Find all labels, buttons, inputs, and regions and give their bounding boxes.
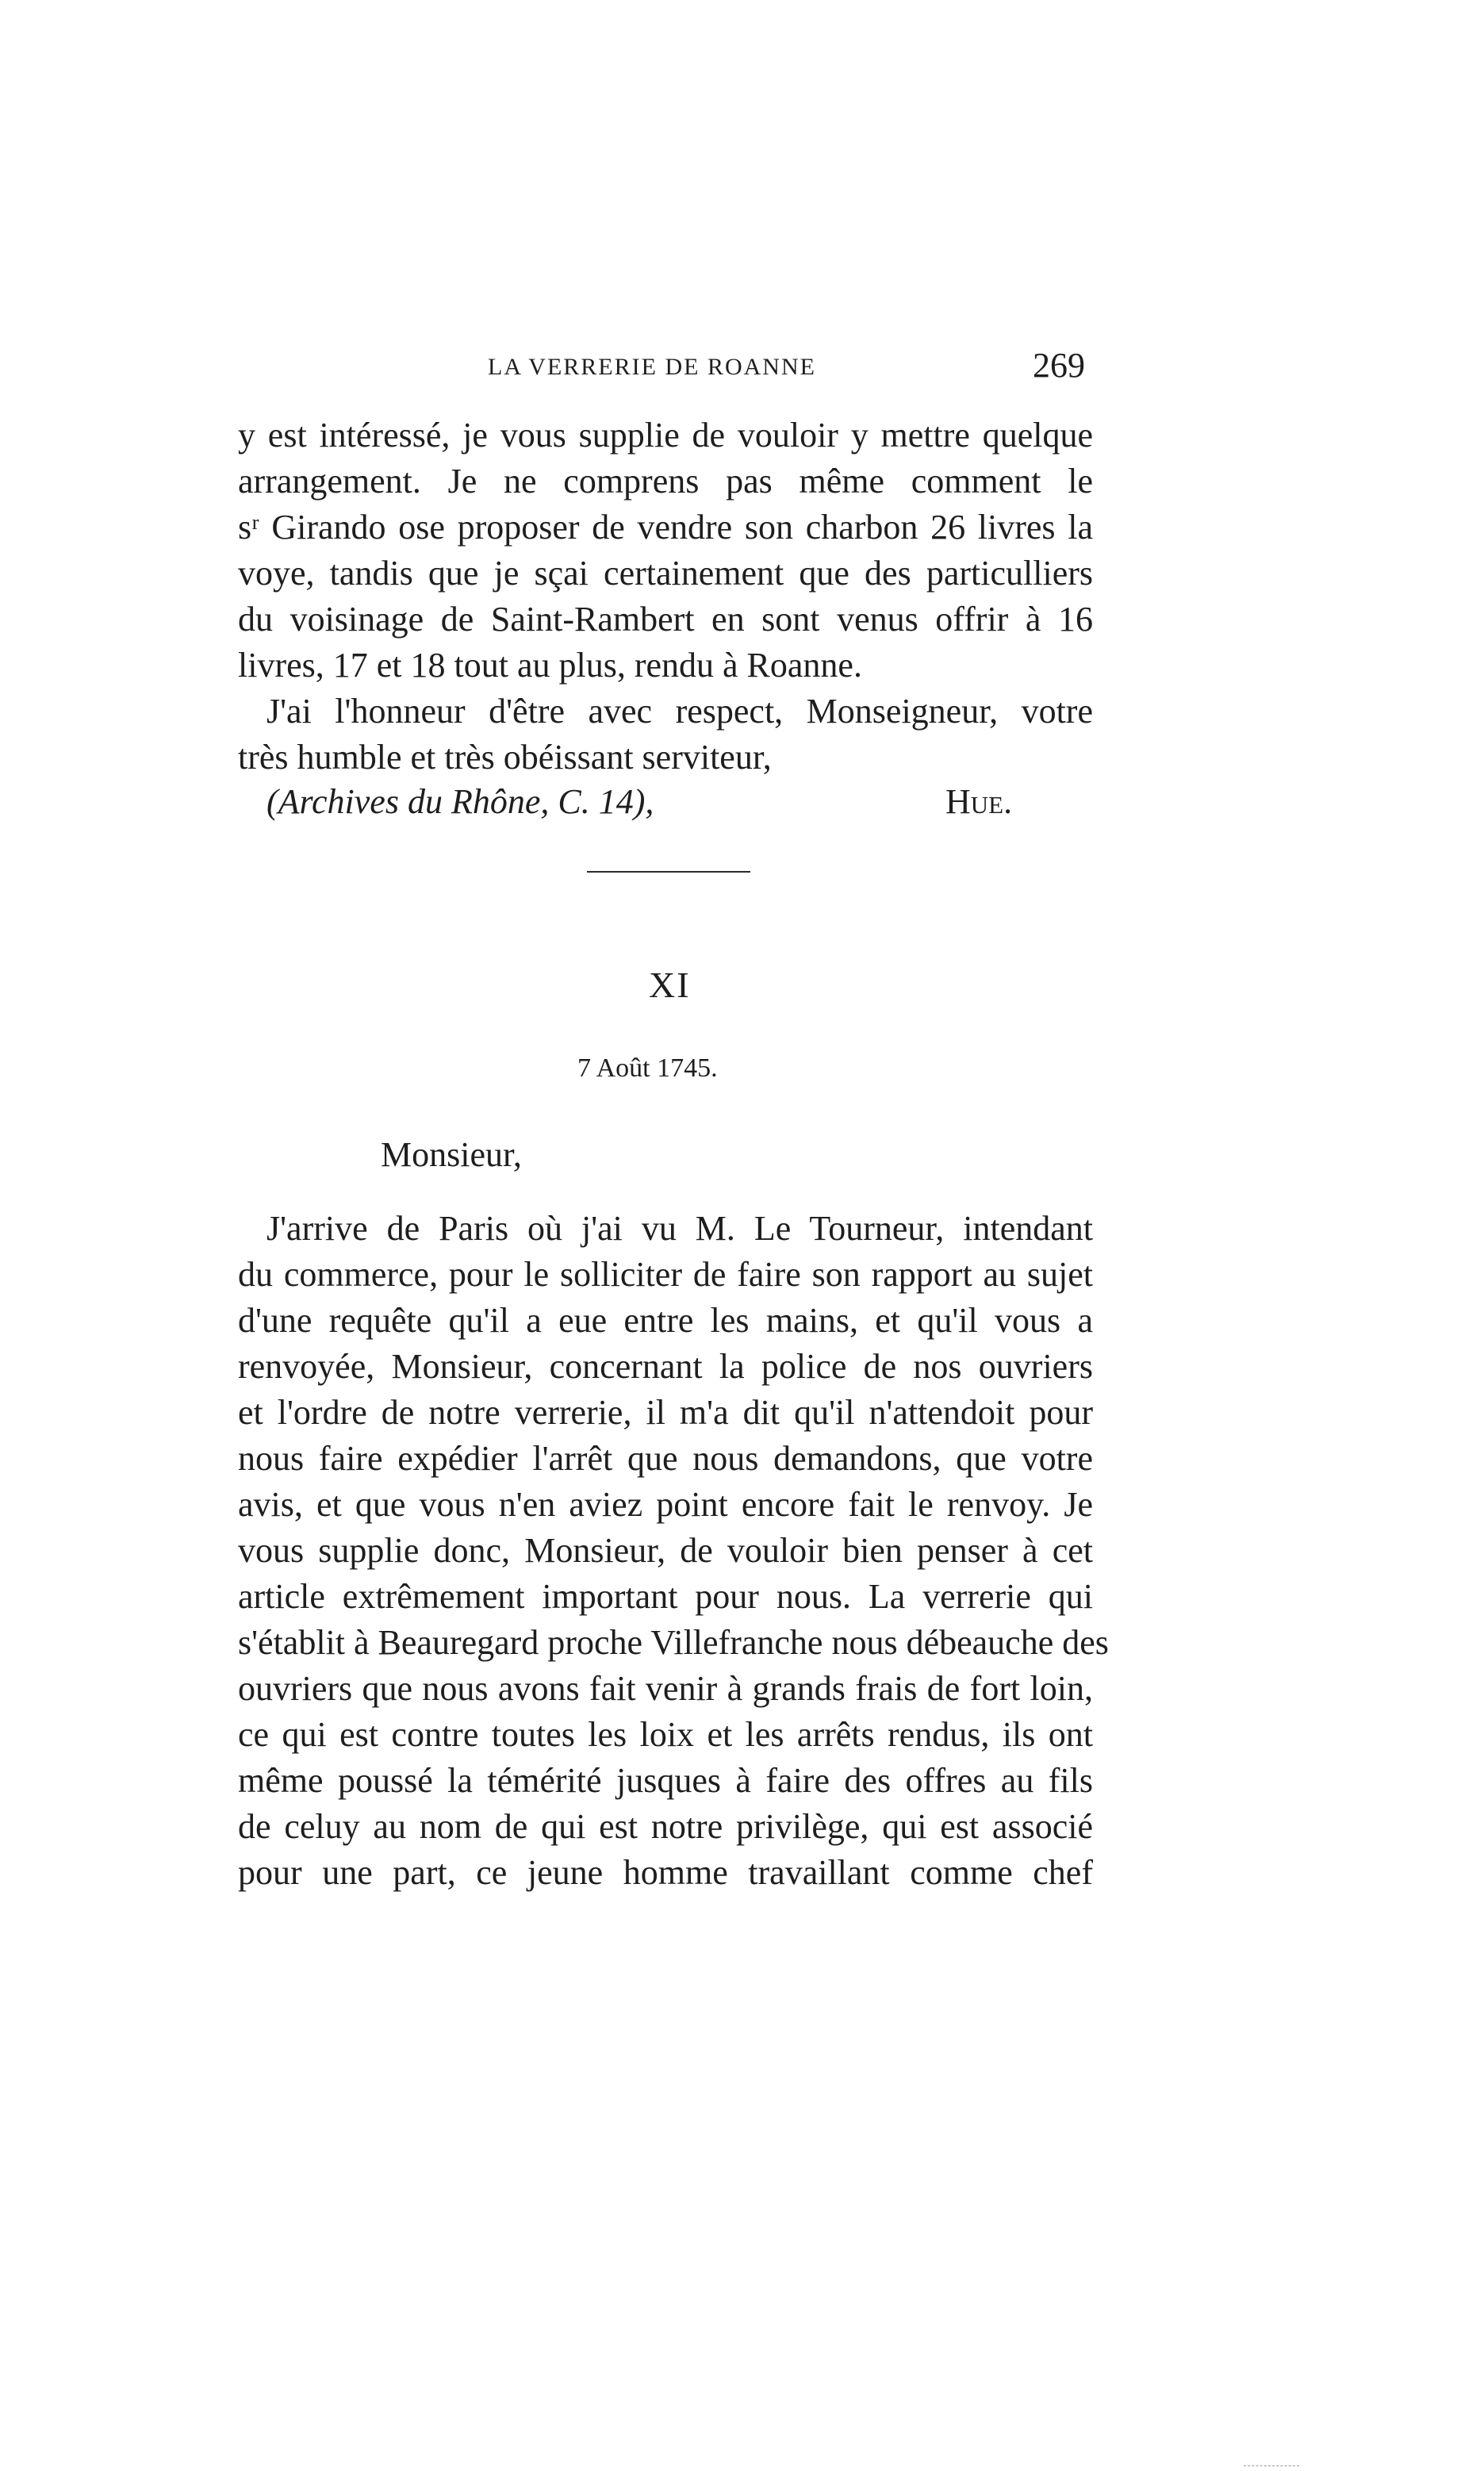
- text-line: sʳ Girando ose proposer de vendre son charbon 26 livres la: [238, 508, 1093, 547]
- signoff-line: [267, 781, 1028, 827]
- text-line: y est intéressé, je vous supplie de vouloir y mettre quelque: [238, 416, 1093, 455]
- text-line: du voisinage de Saint-Rambert en sont venus offrir à 16: [238, 600, 1093, 639]
- text-line: vous supplie donc, Monsieur, de vouloir bien penser à cet: [238, 1531, 1093, 1570]
- text-line: J'ai l'honneur d'être avec respect, Monseigneur, votre: [267, 692, 1093, 731]
- text-line: pour une part, ce jeune homme travaillant comme chef: [238, 1853, 1093, 1892]
- text-line: arrangement. Je ne comprens pas même comment le: [238, 462, 1093, 501]
- archives-reference: (Archives du Rhône, C. 14),: [267, 782, 654, 821]
- signature: Hue.: [945, 782, 1013, 821]
- letter-date: 7 Août 1745.: [577, 1053, 718, 1083]
- section-divider: [587, 871, 750, 873]
- footer-mark: [1244, 2465, 1299, 2467]
- text-line: renvoyée, Monsieur, concernant la police de nos ouvriers: [238, 1347, 1093, 1386]
- text-line: J'arrive de Paris où j'ai vu M. Le Tourneur, intendant: [267, 1209, 1093, 1248]
- letter-body-text: [238, 1206, 1109, 1896]
- text-line: très humble et très obéissant serviteur,: [238, 738, 772, 777]
- letter-end-text: [238, 412, 1093, 781]
- page-number: 269: [1033, 346, 1085, 385]
- section-number: XI: [649, 965, 691, 1005]
- text-line: article extrêmement important pour nous. La verrerie qui: [238, 1577, 1093, 1616]
- text-line: voye, tandis que je sçai certainement que des particulliers: [238, 554, 1093, 593]
- text-line: livres, 17 et 18 tout au plus, rendu à Roanne.: [238, 646, 862, 685]
- text-line: même poussé la témérité jusques à faire des offres au fils: [238, 1761, 1093, 1800]
- text-line: de celuy au nom de qui est notre privilège, qui est associé: [238, 1807, 1093, 1846]
- text-line: et l'ordre de notre verrerie, il m'a dit qu'il n'attendoit pour: [238, 1393, 1093, 1432]
- running-head: LA VERRERIE DE ROANNE: [488, 354, 816, 380]
- text-line: ce qui est contre toutes les loix et les arrêts rendus, ils ont: [238, 1715, 1093, 1754]
- text-line: ouvriers que nous avons fait venir à grands frais de fort loin,: [238, 1669, 1093, 1708]
- salutation: Monsieur,: [381, 1135, 522, 1174]
- text-line: d'une requête qu'il a eue entre les mains, et qu'il vous a: [238, 1301, 1093, 1340]
- text-line: avis, et que vous n'en aviez point encore fait le renvoy. Je: [238, 1485, 1093, 1524]
- text-line: s'établit à Beauregard proche Villefranche nous débeauche des: [238, 1623, 1109, 1662]
- text-line: du commerce, pour le solliciter de faire son rapport au sujet: [238, 1255, 1093, 1294]
- text-line: nous faire expédier l'arrêt que nous demandons, que votre: [238, 1439, 1093, 1478]
